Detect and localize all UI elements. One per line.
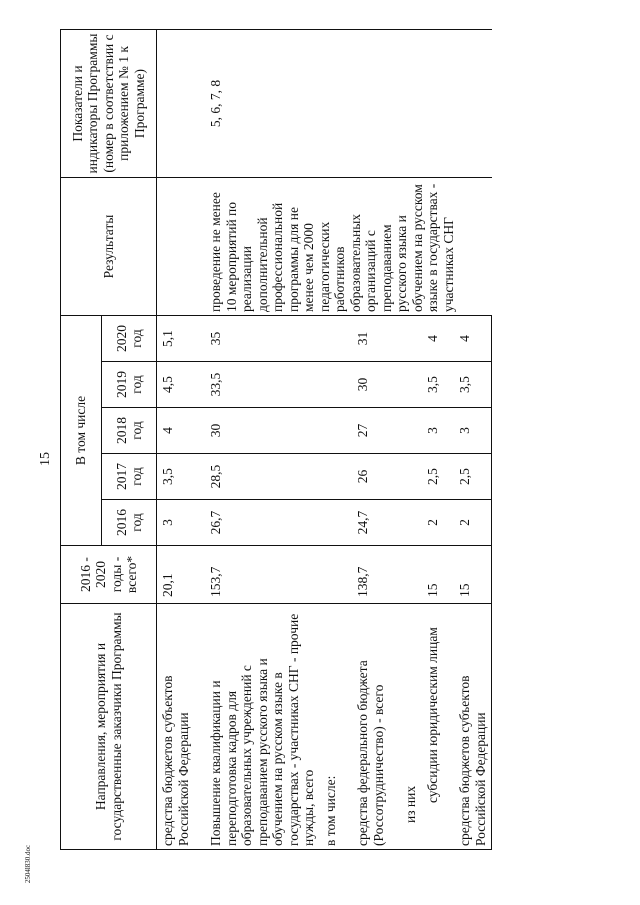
row-total: 153,7: [194, 546, 320, 604]
row-value-2018: [320, 408, 342, 454]
header-results: Результаты: [61, 178, 157, 316]
row-value-2017: 26: [341, 454, 389, 500]
row-value-2018: 3: [443, 408, 492, 454]
header-year-2019: 2019 год: [102, 362, 157, 408]
row-value-2017: 28,5: [194, 454, 320, 500]
header-direction: Направления, мероприятия и государственные заказчики Программы: [61, 604, 157, 850]
row-value-2016: 26,7: [194, 500, 320, 546]
row-value-2020: [320, 316, 342, 362]
row-value-2016: 2: [422, 500, 444, 546]
row-label: средства бюджетов субъектов Российской Федерации: [443, 604, 492, 850]
row-value-2018: 3: [422, 408, 444, 454]
row-total: 138,7: [341, 546, 389, 604]
row-value-2020: 4: [443, 316, 492, 362]
row-value-2018: 4: [157, 408, 195, 454]
row-value-2020: 5,1: [157, 316, 195, 362]
row-indicators-empty: [157, 30, 195, 178]
row-value-2019: 4,5: [157, 362, 195, 408]
row-value-2019: 3,5: [422, 362, 444, 408]
program-table: [60, 29, 492, 850]
row-value-2017: [320, 454, 342, 500]
row-value-2020: 31: [341, 316, 389, 362]
row-results-empty: [157, 178, 195, 316]
header-year-2017: 2017 год: [102, 454, 157, 500]
row-label: средства федерального бюджета (Россотрудничество) - всего: [341, 604, 389, 850]
row-value-2016: [389, 500, 422, 546]
row-value-2017: 3,5: [157, 454, 195, 500]
table-row: [194, 30, 320, 850]
row-value-2017: 2,5: [422, 454, 444, 500]
row-value-2020: 35: [194, 316, 320, 362]
rotated-table-container: [60, 30, 612, 850]
row-value-2019: [320, 362, 342, 408]
row-label: субсидии юридическим лицам: [422, 604, 444, 850]
results-text: проведение не менее 10 мероприятий по реализации дополнительной профессиональной программы для не менее чем 2000 педагогических работников образовательных организаций с преподаванием русского языка и обучением на русском языке в государствах - участниках СНГ: [194, 178, 492, 316]
header-in-total: В том числе: [61, 316, 102, 546]
row-value-2018: [389, 408, 422, 454]
row-total: 20,1: [157, 546, 195, 604]
header-indicators: Показатели и индикаторы Программы (номер в соответствии с приложением № 1 к Программе): [61, 30, 157, 178]
row-value-2016: 24,7: [341, 500, 389, 546]
row-value-2020: [389, 316, 422, 362]
header-year-2018: 2018 год: [102, 408, 157, 454]
row-value-2017: 2,5: [443, 454, 492, 500]
row-label: в том числе:: [320, 604, 342, 850]
row-value-2016: [320, 500, 342, 546]
header-total: 2016 - 2020 годы - всего*: [61, 546, 157, 604]
row-value-2019: 33,5: [194, 362, 320, 408]
row-value-2020: 4: [422, 316, 444, 362]
row-value-2016: 3: [157, 500, 195, 546]
row-total: 15: [422, 546, 444, 604]
row-value-2018: 27: [341, 408, 389, 454]
page-number: 15: [38, 452, 53, 466]
row-total: 15: [443, 546, 492, 604]
row-value-2019: 3,5: [443, 362, 492, 408]
row-value-2018: 30: [194, 408, 320, 454]
header-year-2016: 2016 год: [102, 500, 157, 546]
row-label: из них: [389, 604, 422, 850]
document-code: 2504l830.doc: [24, 844, 32, 884]
row-value-2019: [389, 362, 422, 408]
row-label: Повышение квалификации и переподготовка кадров для образовательных учреждений с преподаванием русского языка и обучением на русском языке в государствах - участниках СНГ - прочие нужды, всего: [194, 604, 320, 850]
row-label: средства бюджетов субъектов Российской Федерации: [157, 604, 195, 850]
row-total: [389, 546, 422, 604]
row-value-2017: [389, 454, 422, 500]
header-year-2020: 2020 год: [102, 316, 157, 362]
row-total: [320, 546, 342, 604]
indicators-text: 5, 6, 7, 8: [194, 30, 492, 178]
row-value-2019: 30: [341, 362, 389, 408]
header-row: [61, 30, 102, 850]
row-value-2016: 2: [443, 500, 492, 546]
table-row: [157, 30, 195, 850]
